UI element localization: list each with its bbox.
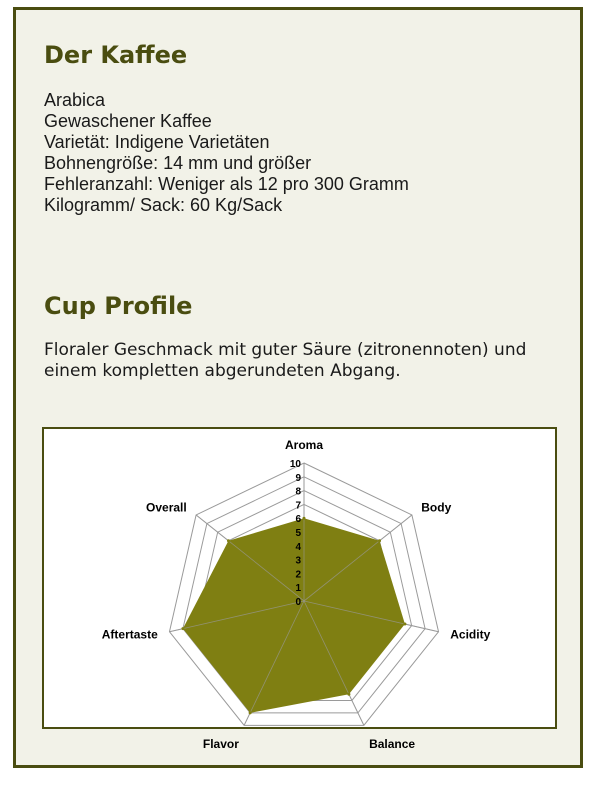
tick-label: 9	[295, 472, 301, 484]
coffee-facts	[44, 90, 409, 216]
coffee-card	[13, 7, 583, 768]
tick-label: 10	[289, 459, 301, 470]
category-label-overall: Overall	[146, 500, 187, 515]
fact-species: Arabica	[44, 90, 106, 110]
category-label-aftertaste: Aftertaste	[101, 627, 158, 642]
category-label-body: Body	[421, 500, 452, 515]
cup-profile-chart	[42, 427, 557, 752]
tick-label: 0	[295, 597, 301, 608]
point-aroma	[303, 517, 306, 520]
point-acidity	[403, 623, 406, 626]
point-flavor	[249, 711, 252, 714]
tick-label: 2	[295, 569, 301, 581]
fact-process: Gewaschener Kaffee	[44, 111, 212, 131]
point-balance	[347, 693, 350, 696]
cup-profile-title: Cup Profile	[44, 292, 193, 320]
tick-label: 7	[295, 500, 301, 512]
radar-area	[169, 463, 438, 725]
tick-label: 8	[295, 486, 301, 498]
cup-profile-description: Floraler Geschmack mit guter Säure (zitronennoten) und einem kompletten abgerundeten Abgang.	[44, 340, 527, 381]
tick-label: 5	[295, 528, 301, 539]
category-label-acidity: Acidity	[450, 627, 491, 642]
tick-label: 4	[295, 541, 301, 553]
fact-variety: Varietät: Indigene Varietäten	[44, 132, 270, 152]
category-label-balance: Balance	[369, 737, 416, 752]
fact-bag-weight: Kilogramm/ Sack: 60 Kg/Sack	[44, 195, 283, 215]
radar-chart-svg	[44, 429, 555, 752]
point-aftertaste	[181, 627, 184, 630]
coffee-title: Der Kaffee	[44, 41, 188, 69]
fact-bean-size: Bohnengröße: 14 mm und größer	[44, 153, 312, 173]
point-body	[378, 539, 381, 542]
point-overall	[227, 539, 230, 542]
tick-label: 1	[295, 583, 301, 595]
fact-defects: Fehleranzahl: Weniger als 12 pro 300 Gramm	[44, 174, 409, 194]
category-label-aroma: Aroma	[284, 438, 324, 452]
category-label-flavor: Flavor	[202, 737, 239, 752]
tick-label: 3	[295, 555, 301, 567]
tick-label: 6	[295, 514, 301, 526]
